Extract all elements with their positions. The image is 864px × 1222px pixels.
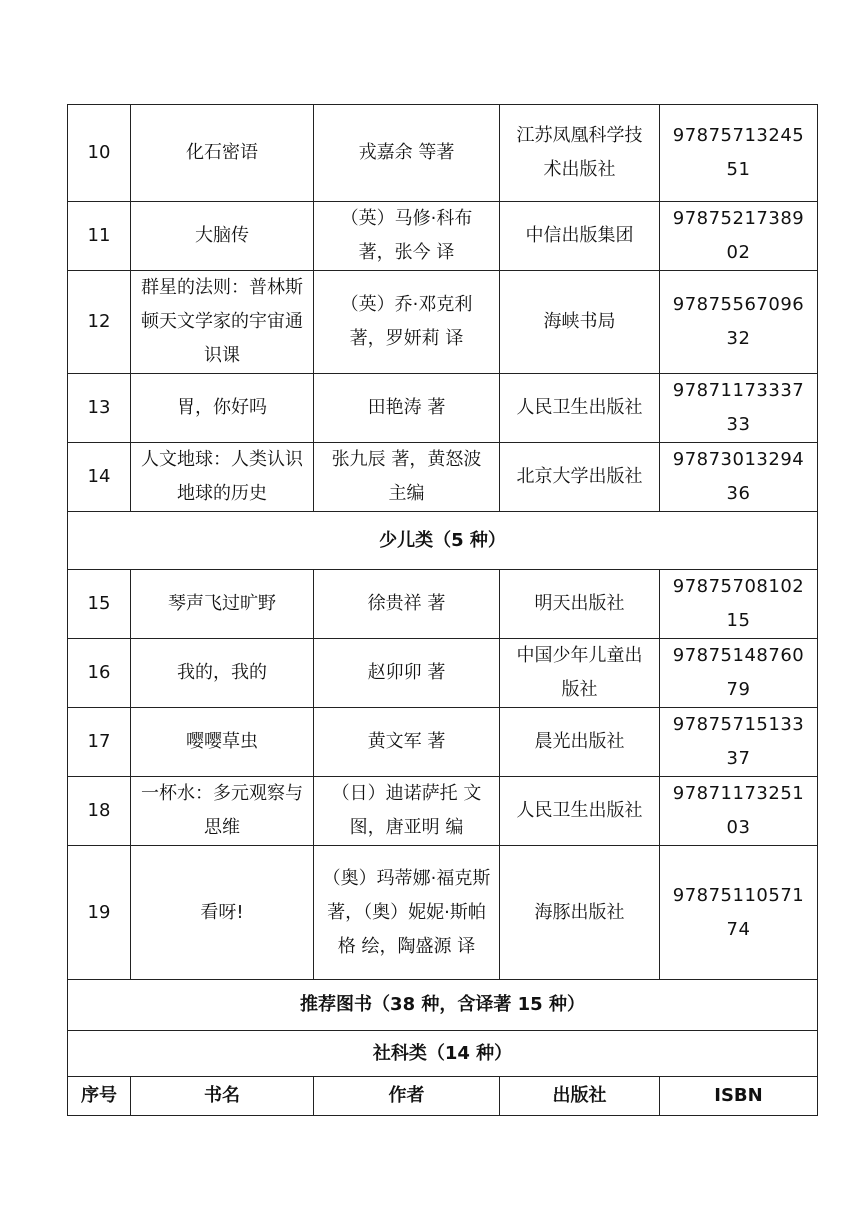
book-isbn: 9787521738902 — [660, 202, 818, 271]
row-number: 18 — [68, 777, 131, 846]
book-author: 张九辰 著，黄怒波 主编 — [314, 443, 500, 512]
table-row — [68, 708, 818, 777]
book-publisher: 人民卫生出版社 — [500, 777, 660, 846]
book-author: 黄文军 著 — [314, 708, 500, 777]
book-isbn: 9787301329436 — [660, 443, 818, 512]
column-header-author: 作者 — [314, 1077, 500, 1116]
category-row — [68, 980, 818, 1031]
book-title: 群星的法则：普林斯顿天文学家的宇宙通识课 — [131, 271, 314, 374]
table-row — [68, 846, 818, 980]
row-number: 11 — [68, 202, 131, 271]
book-isbn: 9787571324551 — [660, 105, 818, 202]
book-author: （奥）玛蒂娜·福克斯 著，（奥）妮妮·斯帕格 绘，陶盛源 译 — [314, 846, 500, 980]
book-title: 大脑传 — [131, 202, 314, 271]
column-header-isbn: ISBN — [660, 1077, 818, 1116]
book-title: 胃，你好吗 — [131, 374, 314, 443]
row-number: 13 — [68, 374, 131, 443]
book-author: 戎嘉余 等著 — [314, 105, 500, 202]
book-author: （日）迪诺萨托 文图，唐亚明 编 — [314, 777, 500, 846]
book-author: 徐贵祥 著 — [314, 570, 500, 639]
book-isbn: 9787570810215 — [660, 570, 818, 639]
category-row — [68, 1031, 818, 1077]
table-row — [68, 374, 818, 443]
book-title: 一杯水：多元观察与思维 — [131, 777, 314, 846]
table-row — [68, 202, 818, 271]
book-author: 田艳涛 著 — [314, 374, 500, 443]
column-header-publisher: 出版社 — [500, 1077, 660, 1116]
book-publisher: 中信出版集团 — [500, 202, 660, 271]
book-author: （英）马修·科布 著，张今 译 — [314, 202, 500, 271]
children-category-header: 少儿类（5 种） — [68, 512, 818, 570]
table-row — [68, 570, 818, 639]
row-number: 10 — [68, 105, 131, 202]
table-row — [68, 271, 818, 374]
book-publisher: 海豚出版社 — [500, 846, 660, 980]
row-number: 15 — [68, 570, 131, 639]
row-number: 17 — [68, 708, 131, 777]
table-row — [68, 639, 818, 708]
table-row — [68, 105, 818, 202]
book-publisher: 明天出版社 — [500, 570, 660, 639]
book-publisher: 晨光出版社 — [500, 708, 660, 777]
book-title: 人文地球：人类认识地球的历史 — [131, 443, 314, 512]
book-title: 我的，我的 — [131, 639, 314, 708]
book-isbn: 9787511057174 — [660, 846, 818, 980]
book-isbn: 9787556709632 — [660, 271, 818, 374]
column-header-number: 序号 — [68, 1077, 131, 1116]
table-row — [68, 443, 818, 512]
social-science-category-header: 社科类（14 种） — [68, 1031, 818, 1077]
book-isbn: 9787514876079 — [660, 639, 818, 708]
book-isbn: 9787571513337 — [660, 708, 818, 777]
row-number: 14 — [68, 443, 131, 512]
row-number: 16 — [68, 639, 131, 708]
book-list-table — [67, 104, 818, 1116]
category-row — [68, 512, 818, 570]
book-publisher: 中国少年儿童出版社 — [500, 639, 660, 708]
book-publisher: 海峡书局 — [500, 271, 660, 374]
row-number: 12 — [68, 271, 131, 374]
book-publisher: 江苏凤凰科学技术出版社 — [500, 105, 660, 202]
book-title: 化石密语 — [131, 105, 314, 202]
book-isbn: 9787117333733 — [660, 374, 818, 443]
book-title: 嘤嘤草虫 — [131, 708, 314, 777]
book-author: （英）乔·邓克利 著，罗妍莉 译 — [314, 271, 500, 374]
book-publisher: 人民卫生出版社 — [500, 374, 660, 443]
book-author: 赵卯卯 著 — [314, 639, 500, 708]
row-number: 19 — [68, 846, 131, 980]
recommended-books-header: 推荐图书（38 种，含译著 15 种） — [68, 980, 818, 1031]
book-isbn: 9787117325103 — [660, 777, 818, 846]
column-header-row — [68, 1077, 818, 1116]
book-publisher: 北京大学出版社 — [500, 443, 660, 512]
table-row — [68, 777, 818, 846]
book-title: 琴声飞过旷野 — [131, 570, 314, 639]
book-title: 看呀! — [131, 846, 314, 980]
column-header-title: 书名 — [131, 1077, 314, 1116]
